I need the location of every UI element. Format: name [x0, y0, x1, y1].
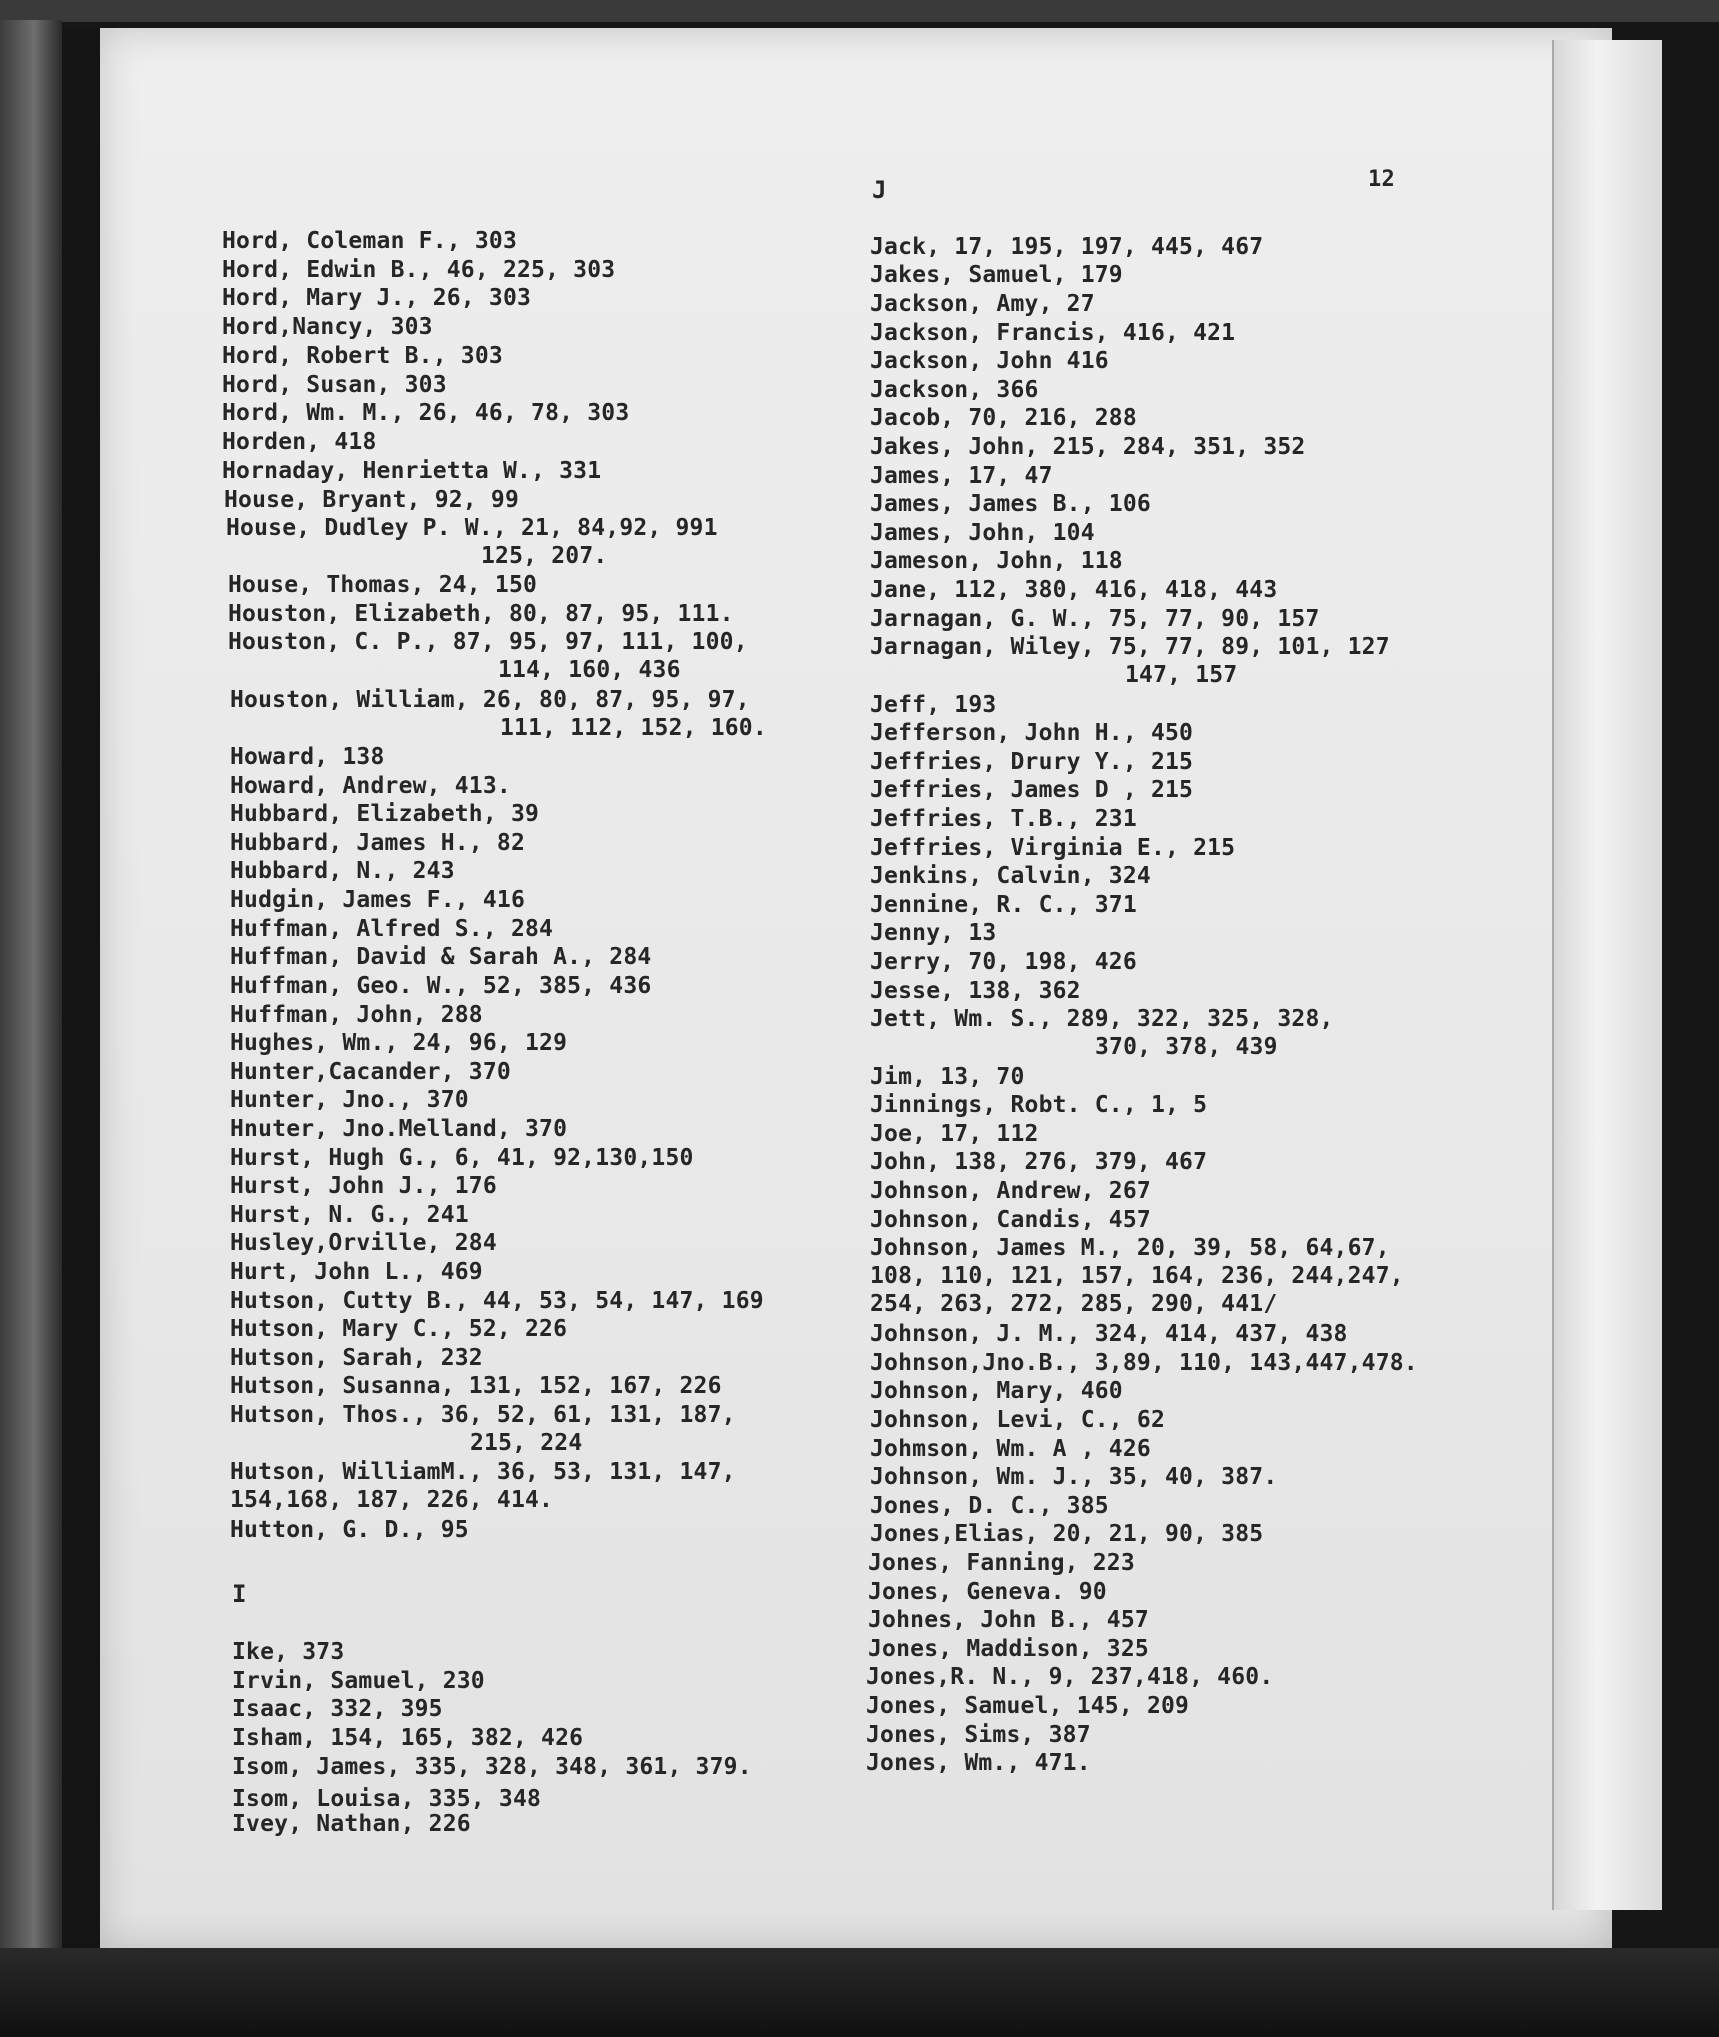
index-entry: Jeff, 193	[870, 692, 997, 718]
index-entry-continuation: 370, 378, 439	[1095, 1034, 1278, 1060]
index-entry: Jenkins, Calvin, 324	[870, 863, 1151, 889]
index-entry: Jackson, 366	[870, 377, 1039, 403]
index-entry: Jerry, 70, 198, 426	[870, 949, 1137, 975]
index-entry: Jackson, Amy, 27	[870, 291, 1095, 317]
index-entry: Hubbard, Elizabeth, 39	[230, 801, 540, 827]
index-entry: Huffman, John, 288	[230, 1002, 483, 1028]
index-entry: Jarnagan, G. W., 75, 77, 90, 157	[870, 606, 1320, 632]
index-entry-multiline	[870, 633, 1390, 689]
index-entry-continuation: 254, 263, 272, 285, 290, 441/	[870, 1291, 1278, 1317]
index-entry: Joe, 17, 112	[870, 1121, 1039, 1147]
index-entry: Jeffries, Virginia E., 215	[870, 835, 1236, 861]
index-entry: Jones, D. C., 385	[870, 1493, 1109, 1519]
index-entry: Jones, Wm., 471.	[866, 1750, 1091, 1776]
section-letter-i: I	[232, 1580, 247, 1608]
index-entry: Jameson, John, 118	[870, 548, 1123, 574]
index-entry: Hurt, John L., 469	[230, 1259, 483, 1285]
index-entry: Huffman, David & Sarah A., 284	[230, 944, 652, 970]
index-entry: Hutson, WilliamM., 36, 53, 131, 147,	[230, 1459, 736, 1485]
index-entry-continuation: 114, 160, 436	[498, 657, 681, 683]
index-entry: Jones, Maddison, 325	[868, 1636, 1149, 1662]
index-entry: Jennine, R. C., 371	[870, 892, 1137, 918]
index-entry: Hnuter, Jno.Melland, 370	[230, 1116, 568, 1142]
index-entry: Houston, William, 26, 80, 87, 95, 97,	[230, 687, 750, 713]
index-entry: Irvin, Samuel, 230	[232, 1668, 485, 1694]
page-number: 12	[1368, 167, 1395, 192]
index-entry-continuation: 125, 207.	[481, 543, 608, 569]
index-entry: Hord, Mary J., 26, 303	[222, 285, 532, 311]
index-entry: James, John, 104	[870, 520, 1095, 546]
index-entry: Isom, Louisa, 335, 348	[232, 1786, 542, 1812]
index-entry-multiline	[870, 1005, 1334, 1061]
index-entry: Jakes, John, 215, 284, 351, 352	[870, 434, 1306, 460]
index-entry: Jackson, Francis, 416, 421	[870, 320, 1236, 346]
index-entry: Hutson, Thos., 36, 52, 61, 131, 187,	[230, 1402, 736, 1428]
index-entry: Huffman, Alfred S., 284	[230, 916, 554, 942]
index-entry-multiline	[870, 1234, 1404, 1318]
index-entry: Husley,Orville, 284	[230, 1230, 497, 1256]
index-entry: Jones,R. N., 9, 237,418, 460.	[866, 1664, 1274, 1690]
index-entry: Hutson, Mary C., 52, 226	[230, 1316, 568, 1342]
index-entry: Jackson, John 416	[870, 348, 1109, 374]
index-entry-continuation: 108, 110, 121, 157, 164, 236, 244,247,	[870, 1263, 1404, 1289]
index-entry: Jack, 17, 195, 197, 445, 467	[870, 234, 1264, 260]
index-entry: Jefferson, John H., 450	[870, 720, 1194, 746]
index-entry: Jacob, 70, 216, 288	[870, 405, 1137, 431]
index-entry: Johnson, Andrew, 267	[870, 1178, 1151, 1204]
index-entry: Huffman, Geo. W., 52, 385, 436	[230, 973, 652, 999]
index-entry: Jones, Fanning, 223	[868, 1550, 1135, 1576]
scanner-top-border	[0, 0, 1719, 22]
index-entry: Hughes, Wm., 24, 96, 129	[230, 1030, 568, 1056]
index-entry: Hutson, Sarah, 232	[230, 1345, 483, 1371]
index-entry: Johnson, Levi, C., 62	[870, 1407, 1165, 1433]
index-entry: Hurst, Hugh G., 6, 41, 92,130,150	[230, 1145, 694, 1171]
index-entry: Jakes, Samuel, 179	[870, 262, 1123, 288]
index-entry-continuation: 147, 157	[1125, 662, 1238, 688]
index-entry: James, 17, 47	[870, 463, 1053, 489]
facing-page-edge	[0, 20, 62, 1970]
index-entry: Hord, Edwin B., 46, 225, 303	[222, 257, 616, 283]
index-entry: Hord, Susan, 303	[222, 372, 447, 398]
index-entry: Jeffries, Drury Y., 215	[870, 749, 1194, 775]
index-entry: House, Bryant, 92, 99	[224, 487, 519, 513]
index-entry: Johnson, Candis, 457	[870, 1207, 1151, 1233]
index-entry: Johmson, Wm. A , 426	[870, 1436, 1151, 1462]
book-gutter	[62, 30, 104, 1970]
index-entry: Jones, Geneva. 90	[868, 1579, 1107, 1605]
index-entry: Hutson, Susanna, 131, 152, 167, 226	[230, 1373, 722, 1399]
index-entry: Hurst, John J., 176	[230, 1173, 497, 1199]
index-entry: Hudgin, James F., 416	[230, 887, 525, 913]
index-entry-multiline	[230, 1458, 736, 1514]
index-entry: Johnson,Jno.B., 3,89, 110, 143,447,478.	[870, 1350, 1418, 1376]
index-entry: Hunter,Cacander, 370	[230, 1059, 511, 1085]
index-entry: Jim, 13, 70	[870, 1064, 1025, 1090]
index-entry: Jett, Wm. S., 289, 322, 325, 328,	[870, 1006, 1334, 1032]
section-letter-j: J	[872, 176, 887, 204]
index-entry: Isom, James, 335, 328, 348, 361, 379.	[232, 1754, 752, 1780]
index-entry-continuation: 111, 112, 152, 160.	[500, 715, 767, 741]
index-entry: Jinnings, Robt. C., 1, 5	[870, 1092, 1208, 1118]
index-entry: Horden, 418	[222, 429, 377, 455]
index-entry: Houston, Elizabeth, 80, 87, 95, 111.	[228, 601, 734, 627]
index-entry-multiline	[228, 628, 748, 684]
index-entry: John, 138, 276, 379, 467	[870, 1149, 1208, 1175]
index-entry: Hord,Nancy, 303	[222, 314, 433, 340]
index-entry: Jesse, 138, 362	[870, 978, 1081, 1004]
index-entry: Howard, 138	[230, 744, 385, 770]
index-entry: Johnson, James M., 20, 39, 58, 64,67,	[870, 1235, 1390, 1261]
index-entry: Jarnagan, Wiley, 75, 77, 89, 101, 127	[870, 634, 1390, 660]
index-entry: Hord, Coleman F., 303	[222, 228, 517, 254]
index-entry: Howard, Andrew, 413.	[230, 773, 511, 799]
scanner-bottom-border	[0, 1948, 1719, 2037]
index-entry-continuation: 154,168, 187, 226, 414.	[230, 1487, 554, 1513]
index-entry: Isham, 154, 165, 382, 426	[232, 1725, 584, 1751]
index-entry: Johnson, Mary, 460	[870, 1378, 1123, 1404]
index-entry: Houston, C. P., 87, 95, 97, 111, 100,	[228, 629, 748, 655]
index-entry: Johnes, John B., 457	[868, 1607, 1149, 1633]
index-entry: Isaac, 332, 395	[232, 1696, 443, 1722]
index-entry: Hunter, Jno., 370	[230, 1087, 469, 1113]
index-entry: Jeffries, James D , 215	[870, 777, 1194, 803]
index-entry-multiline	[230, 1401, 736, 1457]
index-entry: Hubbard, N., 243	[230, 858, 455, 884]
index-entry: Jeffries, T.B., 231	[870, 806, 1137, 832]
index-entry: Hornaday, Henrietta W., 331	[222, 458, 602, 484]
index-entry: House, Thomas, 24, 150	[228, 572, 538, 598]
index-entry: House, Dudley P. W., 21, 84,92, 991	[226, 515, 718, 541]
page-curl-edge	[1552, 40, 1662, 1910]
index-entry: Hurst, N. G., 241	[230, 1202, 469, 1228]
index-entry: Hutson, Cutty B., 44, 53, 54, 147, 169	[230, 1288, 764, 1314]
index-entry: James, James B., 106	[870, 491, 1151, 517]
index-entry: Hord, Wm. M., 26, 46, 78, 303	[222, 400, 630, 426]
index-entry: Ivey, Nathan, 226	[232, 1811, 471, 1837]
index-entry: Jenny, 13	[870, 920, 997, 946]
index-entry-multiline	[230, 686, 767, 742]
index-entry: Ike, 373	[232, 1639, 345, 1665]
index-entry: Jane, 112, 380, 416, 418, 443	[870, 577, 1278, 603]
index-entry-multiline	[226, 514, 718, 570]
index-entry: Johnson, Wm. J., 35, 40, 387.	[870, 1464, 1278, 1490]
index-entry: Jones, Samuel, 145, 209	[866, 1693, 1190, 1719]
index-entry: Jones,Elias, 20, 21, 90, 385	[870, 1521, 1264, 1547]
index-entry: Hord, Robert B., 303	[222, 343, 503, 369]
index-entry: Johnson, J. M., 324, 414, 437, 438	[870, 1321, 1348, 1347]
index-entry: Jones, Sims, 387	[866, 1722, 1091, 1748]
index-entry: Hutton, G. D., 95	[230, 1517, 469, 1543]
index-entry: Hubbard, James H., 82	[230, 830, 525, 856]
index-entry-continuation: 215, 224	[470, 1430, 583, 1456]
